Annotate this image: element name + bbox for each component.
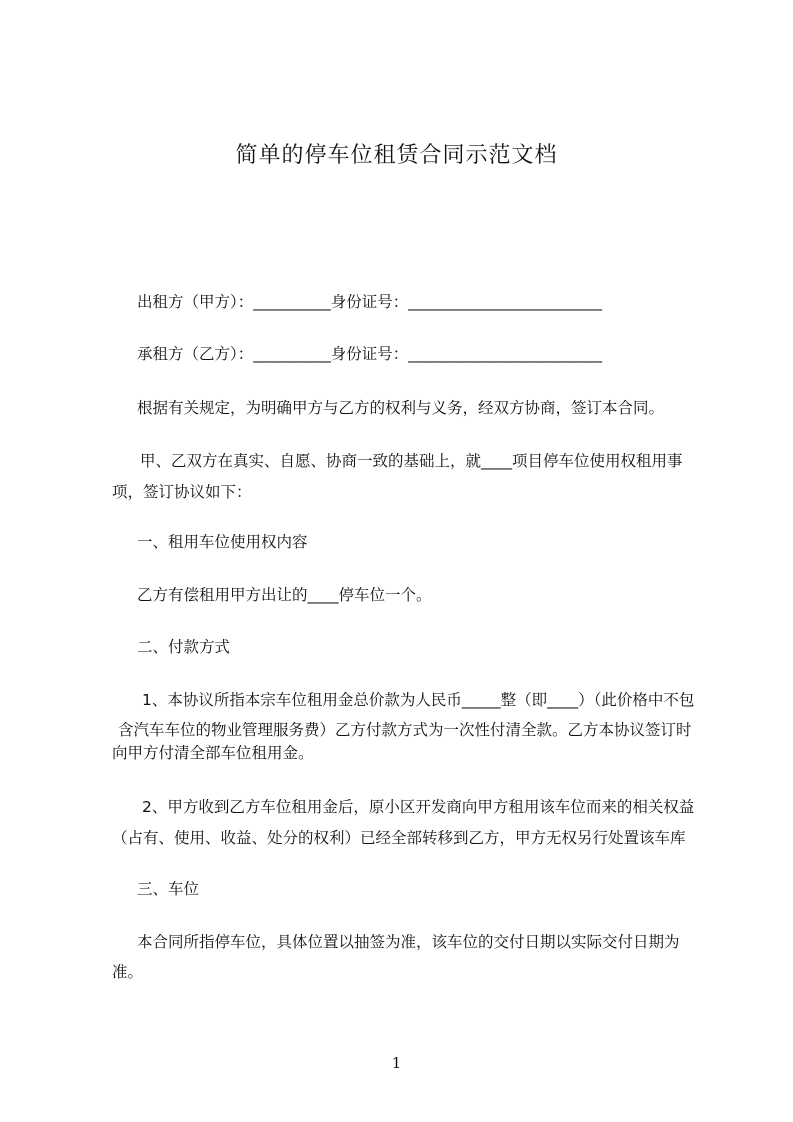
document-title: 简单的停车位租赁合同示范文档 [235, 143, 558, 168]
preamble-paragraph: 根据有关规定，为明确甲方与乙方的权利与义务，经双方协商，签订本合同。 [137, 399, 665, 417]
basis-paragraph-line-2: 项，签订协议如下： [112, 483, 252, 501]
basis-paragraph-line-1: 甲、乙双方在真实、自愿、协商一致的基础上，就____项目停车位使用权租用事 [140, 452, 683, 470]
section-heading-3: 三、车位 [137, 880, 200, 898]
payment-clause-2-line-1: 2、甲方收到乙方车位租用金后，原小区开发商向甲方租用该车位而来的相关权益 [142, 798, 695, 816]
section-3-text-line-2: 准。 [112, 963, 144, 981]
payment-clause-1-line-2: 含汽车车位的物业管理服务费）乙方付款方式为一次性付清全款。乙方本协议签订时 [118, 721, 692, 739]
payment-clause-1-line-3: 向甲方付清全部车位租用金。 [112, 744, 314, 762]
payment-clause-2-line-2: （占有、使用、收益、处分的权利）已经全部转移到乙方，甲方无权另行处置该车库 [112, 829, 686, 847]
section-heading-1: 一、租用车位使用权内容 [137, 533, 308, 551]
section-1-text: 乙方有偿租用甲方出让的____停车位一个。 [137, 586, 432, 604]
payment-clause-1-line-1: 1、本协议所指本宗车位租用金总价款为人民币_____整（即____）（此价格中不包 [142, 691, 695, 709]
page-number: 1 [391, 1054, 402, 1072]
lessor-line: 出租方（甲方）：__________身份证号：_________________________ [137, 293, 603, 311]
section-3-text-line-1: 本合同所指停车位，具体位置以抽签为准，该车位的交付日期以实际交付日期为 [137, 933, 680, 951]
lessee-line: 承租方（乙方）：__________身份证号：_________________________ [137, 345, 603, 363]
section-heading-2: 二、付款方式 [137, 638, 231, 656]
